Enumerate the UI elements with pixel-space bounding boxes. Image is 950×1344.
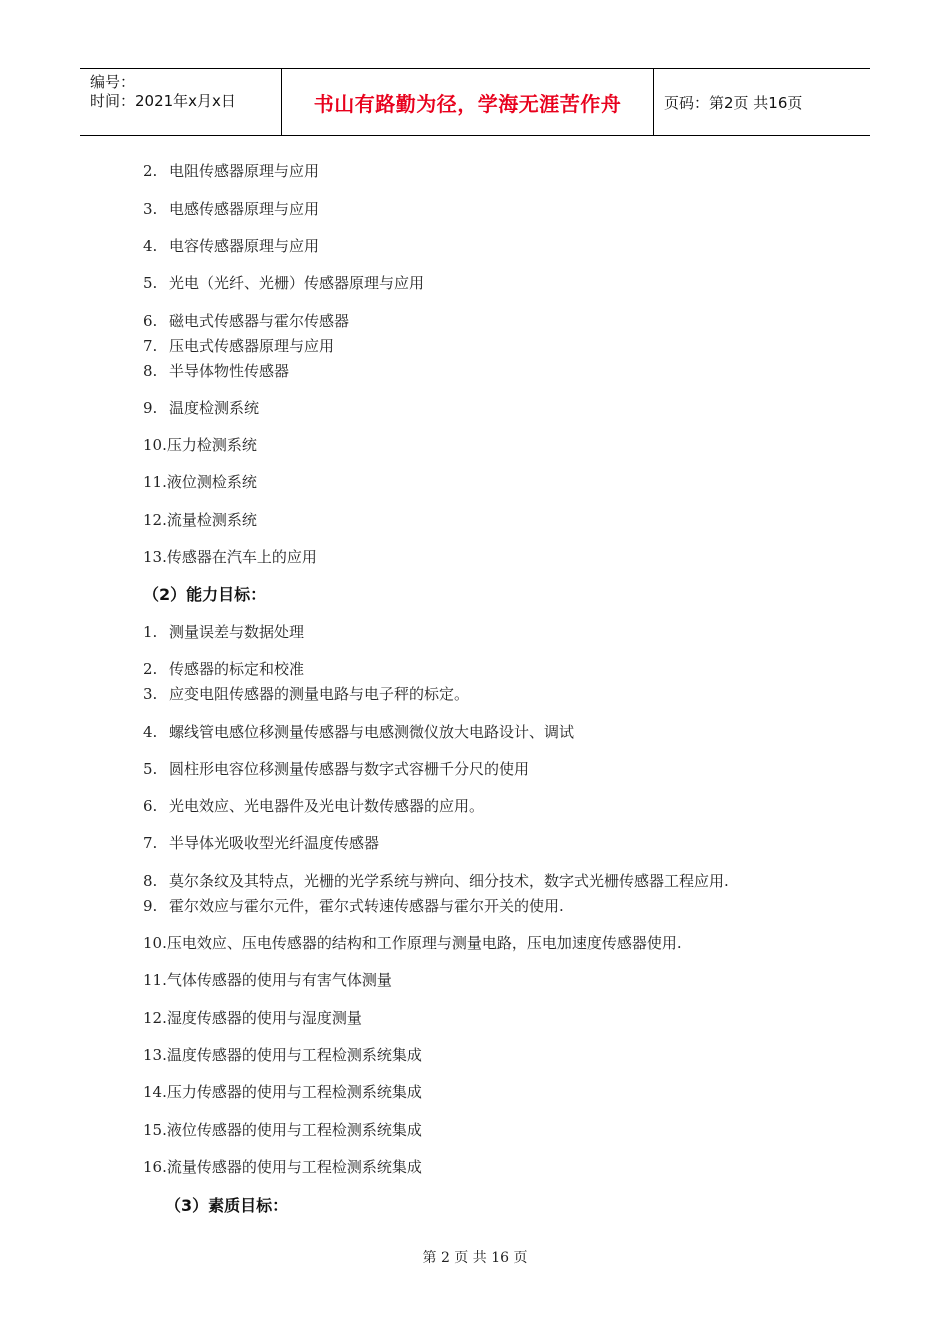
- list-item: 7. 半导体光吸收型光纤温度传感器: [143, 834, 380, 852]
- list-item: 6. 磁电式传感器与霍尔传感器: [143, 312, 350, 330]
- time-label: 时间：2021年x月x日: [90, 92, 236, 110]
- list-item: 8. 莫尔条纹及其特点，光栅的光学系统与辨向、细分技术，数字式光栅传感器工程应用.: [143, 872, 729, 890]
- list-item: 11.气体传感器的使用与有害气体测量: [143, 971, 392, 989]
- list-item: 12.流量检测系统: [143, 511, 257, 529]
- list-item: 3. 电感传感器原理与应用: [143, 200, 320, 218]
- list-item: 15.液位传感器的使用与工程检测系统集成: [143, 1121, 422, 1139]
- header-page-info: 页码：第2页 共16页: [664, 93, 803, 112]
- list-item: 1. 测量误差与数据处理: [143, 623, 305, 641]
- page-header: [80, 68, 870, 136]
- list-item: 4. 电容传感器原理与应用: [143, 237, 320, 255]
- list-item: 7. 压电式传感器原理与应用: [143, 337, 335, 355]
- list-item: 8. 半导体物性传感器: [143, 362, 290, 380]
- header-meta-cell: [80, 69, 282, 135]
- list-item: 3. 应变电阻传感器的测量电路与电子秤的标定。: [143, 685, 470, 703]
- list-item: 16.流量传感器的使用与工程检测系统集成: [143, 1158, 422, 1176]
- list-item: 13.传感器在汽车上的应用: [143, 548, 317, 566]
- list-item: 10.压力检测系统: [143, 436, 257, 454]
- list-item: 5. 圆柱形电容位移测量传感器与数字式容栅千分尺的使用: [143, 760, 530, 778]
- list-item: 5. 光电（光纤、光栅）传感器原理与应用: [143, 274, 425, 292]
- header-motto: 书山有路勤为径，学海无涯苦作舟: [282, 69, 654, 135]
- list-item: 4. 螺线管电感位移测量传感器与电感测微仪放大电路设计、调试: [143, 723, 575, 741]
- list-item: 12.湿度传感器的使用与湿度测量: [143, 1009, 362, 1027]
- quality-heading: （3）素质目标：: [165, 1196, 289, 1215]
- serial-label: 编号：: [90, 73, 136, 91]
- list-item: 10.压电效应、压电传感器的结构和工作原理与测量电路，压电加速度传感器使用.: [143, 934, 682, 952]
- list-item: 13.温度传感器的使用与工程检测系统集成: [143, 1046, 422, 1064]
- list-item: 6. 光电效应、光电器件及光电计数传感器的应用。: [143, 797, 485, 815]
- ability-heading: （2）能力目标：: [143, 585, 267, 604]
- list-item: 9. 霍尔效应与霍尔元件，霍尔式转速传感器与霍尔开关的使用.: [143, 897, 564, 915]
- list-item: 11.液位测检系统: [143, 473, 257, 491]
- list-item: 14.压力传感器的使用与工程检测系统集成: [143, 1083, 422, 1101]
- page-footer: 第 2 页 共 16 页: [422, 1250, 528, 1266]
- list-item: 9. 温度检测系统: [143, 399, 260, 417]
- list-item: 2. 电阻传感器原理与应用: [143, 162, 320, 180]
- list-item: 2. 传感器的标定和校准: [143, 660, 305, 678]
